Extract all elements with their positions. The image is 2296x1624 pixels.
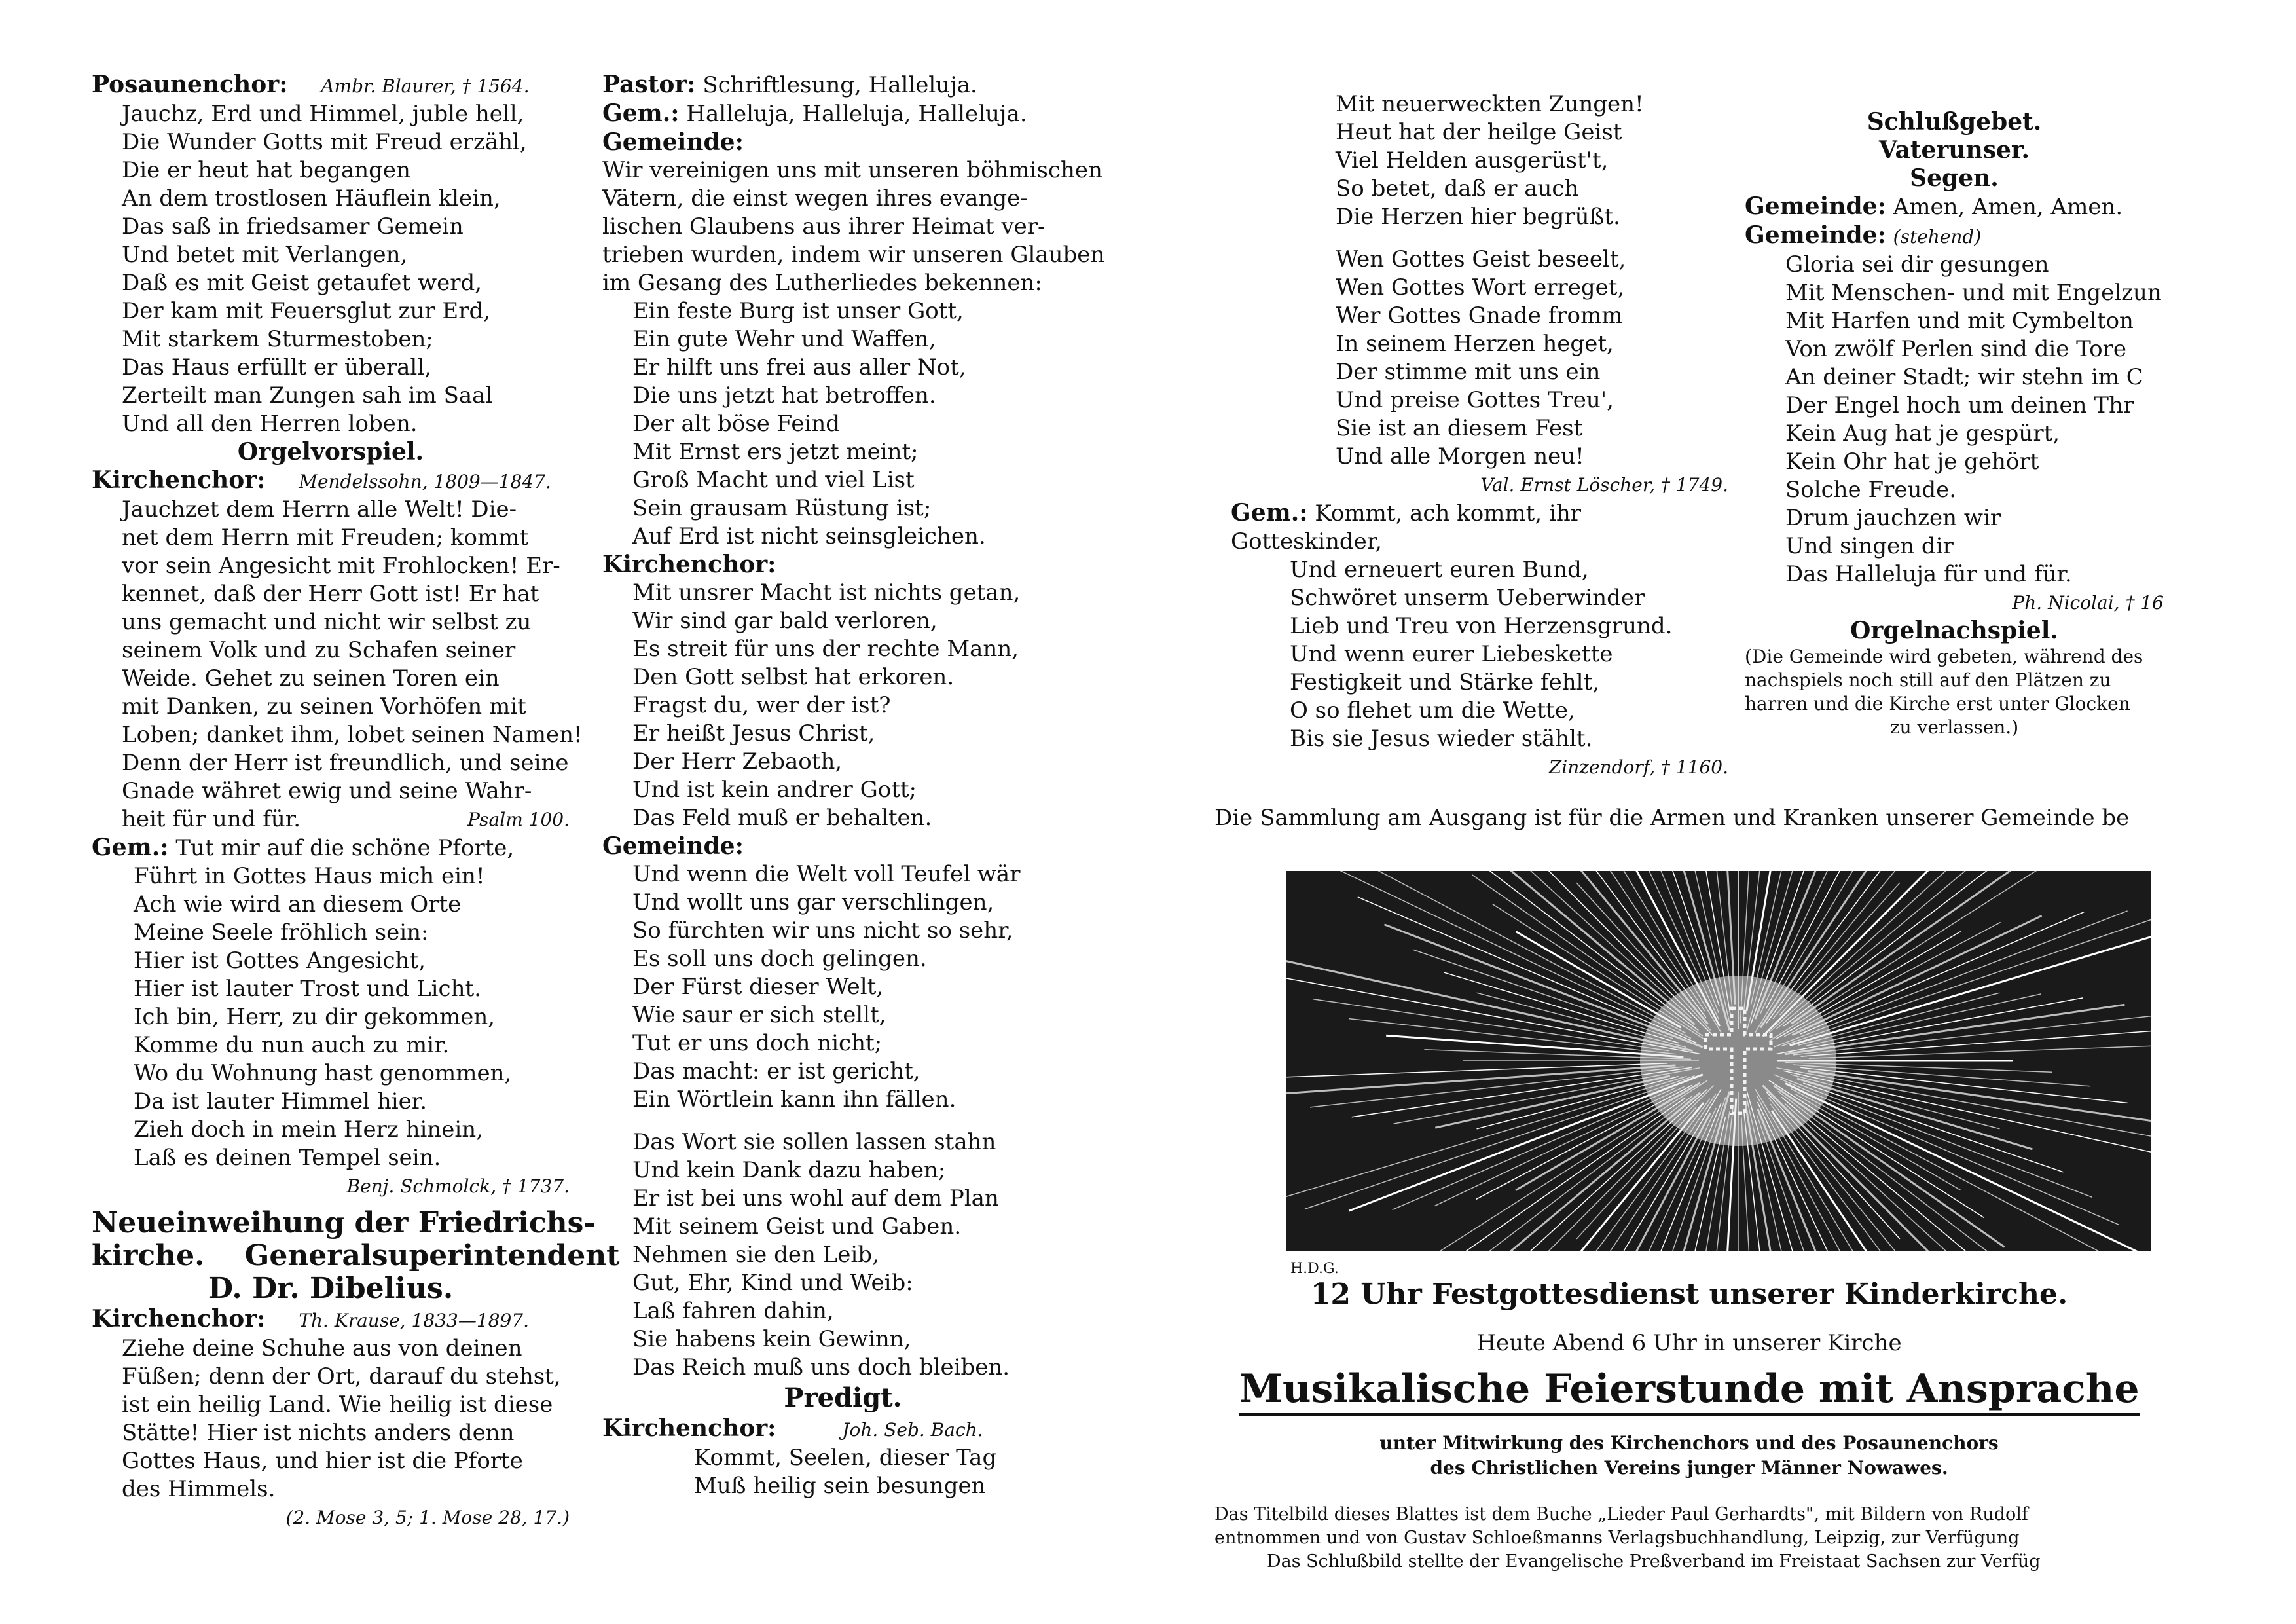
section-heading: Vaterunser.: [1878, 136, 2030, 164]
feierstunde-title-text: Musikalische Feierstunde mit Ansprache: [1239, 1366, 2139, 1416]
verse-line: Und ist kein andrer Gott;: [632, 777, 917, 803]
speaker-label: Kirchenchor:: [602, 1414, 776, 1442]
verse-line: Er heißt Jesus Christ,: [632, 720, 875, 747]
note-line: harren und die Kirche erst unter Glocken: [1745, 693, 2130, 714]
text-line: trieben wurden, indem wir unseren Glauben: [602, 242, 1105, 268]
heading-line: D. Dr. Dibelius.: [208, 1272, 454, 1305]
verse-line: Ein gute Wehr und Waffen,: [632, 326, 936, 352]
verse-line: Es soll uns doch gelingen.: [632, 946, 927, 972]
text-line: lischen Glaubens aus ihrer Heimat ver-: [602, 213, 1046, 240]
verse-line: Sein grausam Rüstung ist;: [632, 495, 932, 521]
festgottesdienst-heading: 12 Uhr Festgottesdienst unserer Kinderkirche.: [1310, 1278, 2068, 1311]
verse-line: Tut mir auf die schöne Pforte,: [175, 835, 515, 861]
attribution: Th. Krause, 1833—1897.: [299, 1310, 529, 1331]
speaker-label: Gem.:: [92, 834, 169, 861]
note-line: des Christlichen Vereins junger Männer Nowawes.: [1430, 1457, 1948, 1479]
note-line: zu verlassen.): [1889, 716, 2019, 738]
verse-line: Gloria sei dir gesungen: [1785, 251, 2049, 278]
gem-block: [1231, 499, 1728, 556]
hymn-stanza: [1231, 90, 1728, 471]
verse-line: Der Fürst dieser Welt,: [632, 974, 884, 1000]
illustrator-signature: H.D.G.: [1290, 1261, 1339, 1277]
cross-illustration: [1286, 871, 2151, 1277]
speaker-label: Gemeinde:: [602, 128, 744, 156]
verse-line: Daß es mit Geist getaufet werd,: [122, 270, 483, 296]
attribution: Benj. Schmolck, † 1737.: [346, 1175, 570, 1197]
gem-text: Halleluja, Halleluja, Halleluja.: [686, 101, 1027, 127]
section-heading: Orgelnachspiel.: [1850, 617, 2058, 644]
speaker-label: Pastor:: [602, 71, 696, 98]
section-heading: Schlußgebet.: [1867, 108, 2042, 136]
text-line: Jauchzet dem Herrn alle Welt! Die-: [122, 496, 517, 523]
section-heading: Orgelvorspiel.: [237, 438, 424, 466]
verse-line: Zieh doch in mein Herz hinein,: [134, 1116, 483, 1143]
verse-line: Der alt böse Feind: [632, 411, 841, 437]
credit-line: Das Schlußbild stellte der Evangelische Preßverband im Freistaat Sachsen zur Verfüg: [1267, 1551, 2041, 1572]
verse-line: Führt in Gottes Haus mich ein!: [134, 863, 485, 889]
verse-line: Laß es deinen Tempel sein.: [134, 1145, 441, 1171]
verse-line: Hier ist lauter Trost und Licht.: [134, 976, 481, 1002]
verse-line: Mit Menschen- und mit Engelzun: [1785, 280, 2162, 306]
attribution: Val. Ernst Löscher, † 1749.: [1480, 474, 1728, 496]
verse-line: Mit starkem Sturmestoben;: [122, 326, 433, 352]
credit-line: Das Titelbild dieses Blattes ist dem Buche „Lieder Paul Gerhardts", mit Bildern von Rudolf: [1214, 1504, 2028, 1524]
text-line: Weide. Gehet zu seinen Toren ein: [122, 665, 500, 692]
text-line: vor sein Angesicht mit Frohlocken! Er-: [122, 553, 560, 579]
verse-line: Wen Gottes Wort erreget,: [1336, 274, 1625, 301]
verse-line: Den Gott selbst hat erkoren.: [632, 664, 955, 690]
verse-line: Und singen dir: [1785, 533, 1954, 559]
kirchenchor-header: [92, 466, 570, 496]
radiant-cross-image: [1286, 871, 2151, 1251]
attribution: Ambr. Blaurer, † 1564.: [321, 75, 530, 97]
attribution: Zinzendorf, † 1160.: [1548, 756, 1728, 778]
verse-line: Die Herzen hier begrüßt.: [1336, 204, 1620, 230]
verse-line: Jauchz, Erd und Himmel, juble hell,: [122, 101, 524, 127]
mitwirkung-notice: [1214, 1431, 2164, 1481]
verse-line: Fragst du, wer der ist?: [632, 692, 891, 718]
posaunenchor-header: [92, 71, 570, 100]
gloria-header: [1745, 221, 2164, 251]
speaker-label: Posaunenchor:: [92, 71, 288, 98]
note-line: (Die Gemeinde wird gebeten, während des: [1745, 646, 2143, 667]
verse-line: Mit seinem Geist und Gaben.: [632, 1213, 962, 1240]
column-2: [602, 0, 1105, 1500]
verse-line: An dem trostlosen Häuflein klein,: [122, 185, 501, 212]
attribution: Mendelssohn, 1809—1847.: [299, 471, 551, 492]
text-line: Ziehe deine Schuhe aus von deinen: [122, 1335, 522, 1361]
speaker-label: Gem.:: [602, 100, 680, 127]
verse-line: O so flehet um die Wette,: [1290, 697, 1575, 724]
verse-line: Wer Gottes Gnade fromm: [1336, 303, 1623, 329]
stanza-gap: [1336, 231, 1728, 246]
verse-line: Das Feld muß er behalten.: [632, 805, 932, 831]
verse-line: Festigkeit und Stärke fehlt,: [1290, 669, 1599, 695]
section-heading: Predigt.: [784, 1382, 902, 1413]
text-line: Gottes Haus, und hier ist die Pforte: [122, 1448, 523, 1474]
amen-line: [1745, 193, 2164, 221]
verse-line: Lieb und Treu von Herzensgrund.: [1290, 613, 1673, 639]
verse-line: Und wenn die Welt voll Teufel wär: [632, 861, 1021, 887]
speaker-label: Gem.:: [1231, 499, 1308, 526]
hymn-stanza: [602, 297, 1084, 551]
verse-line: Heut hat der heilge Geist: [1336, 119, 1622, 145]
text-line: mit Danken, zu seinen Vorhöfen mit: [122, 693, 526, 720]
verse-line: Zerteilt man Zungen sah im Saal: [122, 382, 493, 409]
verse-line: Das Wort sie sollen lassen stahn: [632, 1129, 996, 1155]
verse-line: Schwöret unserm Ueberwinder: [1290, 585, 1645, 611]
verse-line: Wo du Wohnung hast genommen,: [134, 1060, 512, 1086]
verse-line: Er ist bei uns wohl auf dem Plan: [632, 1185, 999, 1211]
light-glow: [1640, 976, 1836, 1146]
text-line: des Himmels.: [122, 1476, 276, 1502]
verse-line: Mit Ernst ers jetzt meint;: [632, 439, 919, 465]
verse-line: Der stimme mit uns ein: [1336, 359, 1601, 385]
verse-line: Die er heut hat begangen: [122, 157, 410, 183]
text-line: uns gemacht und nicht wir selbst zu: [122, 609, 532, 635]
verse-line: Das Haus erfüllt er überall,: [122, 354, 431, 380]
verse-line: In seinem Herzen heget,: [1336, 331, 1614, 357]
column-4: [1745, 0, 2164, 739]
verse-line: Sie habens kein Gewinn,: [632, 1326, 911, 1352]
verse-line: Viel Helden ausgerüst't,: [1336, 147, 1609, 174]
verse-line: So betet, daß er auch: [1336, 175, 1579, 202]
verse-line: Und betet mit Verlangen,: [122, 242, 408, 268]
text-line: Vätern, die einst wegen ihres evange-: [602, 185, 1028, 212]
verse-line: Bis sie Jesus wieder stählt.: [1290, 726, 1593, 752]
verse-line: Der Engel hoch um deinen Thr: [1785, 392, 2134, 418]
verse-line: Gut, Ehr, Kind und Weib:: [632, 1270, 913, 1296]
closing-note: [1745, 645, 2164, 739]
psalm-last-line: [122, 805, 570, 834]
verse-line: Und preise Gottes Treu',: [1336, 387, 1614, 413]
verse-line: Tut er uns doch nicht;: [632, 1030, 883, 1056]
section-heading: Segen.: [1910, 164, 1999, 192]
verse-line: Die Wunder Gotts mit Freud erzähl,: [122, 129, 527, 155]
text-line: im Gesang des Lutherliedes bekennen:: [602, 270, 1042, 296]
verse-line: Er hilft uns frei aus aller Not,: [632, 354, 966, 380]
text-line: Füßen; denn der Ort, darauf du stehst,: [122, 1363, 561, 1390]
verse-line: Ach wie wird an diesem Orte: [134, 891, 462, 917]
text-line: Denn der Herr ist freundlich, und seine: [122, 750, 569, 776]
text-line: kennet, daß der Herr Gott ist! Er hat: [122, 581, 539, 607]
speaker-label: Gemeinde:: [1745, 221, 1886, 249]
verse-line: Mit neuerweckten Zungen!: [1336, 91, 1644, 117]
gem-line: [602, 100, 1084, 128]
verse-line: Ein feste Burg ist unser Gott,: [632, 298, 964, 324]
heading-line: kirche. Generalsuperintendent: [92, 1239, 620, 1272]
verse-line: Drum jauchzen wir: [1785, 505, 2001, 531]
verse-line: Hier ist Gottes Angesicht,: [134, 948, 426, 974]
verse-line: An deiner Stadt; wir stehn im C: [1785, 364, 2143, 390]
verse-line: Auf Erd ist nicht seinsgleichen.: [632, 523, 986, 549]
verse-line: Sie ist an diesem Fest: [1336, 415, 1583, 441]
dedication-heading: [92, 1206, 620, 1305]
verse-line: Das Reich muß uns doch bleiben.: [632, 1354, 1010, 1380]
verse-line: Mit Harfen und mit Cymbelton: [1785, 308, 2134, 334]
verse-line: Wen Gottes Geist beseelt,: [1336, 246, 1626, 272]
speaker-label: Kirchenchor:: [92, 466, 266, 494]
hymn-stanza: [1231, 556, 1728, 753]
heading-line: Neueinweihung der Friedrichs-: [92, 1206, 596, 1240]
verse-line: Die uns jetzt hat betroffen.: [632, 382, 936, 409]
verse-line: Ich bin, Herr, zu dir gekommen,: [134, 1004, 496, 1030]
verse-line: Kommt, ach kommt, ihr Gotteskinder,: [1231, 500, 1581, 555]
verse-line: Von zwölf Perlen sind die Tore: [1785, 336, 2127, 362]
feierstunde-title: [1214, 1365, 2164, 1412]
column-1: [92, 0, 620, 1532]
note-line: nachspiels noch still auf den Plätzen zu: [1745, 669, 2111, 691]
evening-announcement: Heute Abend 6 Uhr in unserer Kirche: [1476, 1330, 1902, 1356]
verse-line: Es streit für uns der rechte Mann,: [632, 636, 1019, 662]
text-line: Wir vereinigen uns mit unseren böhmischen: [602, 157, 1102, 183]
hymn-stanza: [602, 1444, 1084, 1500]
hymn-stanza: [92, 100, 570, 438]
verse-line: Laß fahren dahin,: [632, 1298, 834, 1324]
verse-line: Wie saur er sich stellt,: [632, 1002, 886, 1028]
verse-line: Kein Ohr hat je gehört: [1785, 449, 2039, 475]
text-line: Stätte! Hier ist nichts anders denn: [122, 1420, 515, 1446]
verse-line: Und kein Dank dazu haben;: [632, 1157, 946, 1183]
speaker-label: Gemeinde:: [602, 832, 744, 860]
credit-line: entnommen und von Gustav Schloeßmanns Verlagsbuchhandlung, Leipzig, zur Verfügung: [1214, 1528, 2020, 1548]
text-line: Gnade währet ewig und seine Wahr-: [122, 778, 532, 804]
kirchenchor2-header: [92, 1305, 570, 1335]
text-line: seinem Volk und zu Schafen seiner: [122, 637, 516, 663]
kirchenchor2-header: [602, 1414, 1084, 1444]
hymn-stanza: [92, 862, 570, 1172]
verse-line: Der Herr Zebaoth,: [632, 748, 843, 775]
verse-line: Wir sind gar bald verloren,: [632, 608, 938, 634]
verse-line: Mit unsrer Macht ist nichts getan,: [632, 580, 1021, 606]
speaker-label: Kirchenchor:: [92, 1305, 266, 1333]
exodus-text: [92, 1335, 570, 1504]
verse-line: Und all den Herren loben.: [122, 411, 418, 437]
verse-line: Kein Aug hat je gespürt,: [1785, 420, 2060, 447]
speaker-label: Gemeinde:: [1745, 193, 1886, 220]
verse-line: Da ist lauter Himmel hier.: [134, 1088, 428, 1115]
verse-line: Solche Freude.: [1785, 477, 1957, 503]
verse-line: Meine Seele fröhlich sein:: [134, 919, 429, 946]
image-credits: [1214, 1503, 2164, 1574]
text-line: heit für und für.: [122, 806, 301, 832]
verse-line: Der kam mit Feuersglut zur Erd,: [122, 298, 491, 324]
attribution: Joh. Seb. Bach.: [842, 1419, 983, 1441]
pastor-line: [602, 71, 1084, 100]
verse-line: Muß heilig sein besungen: [694, 1473, 986, 1499]
verse-line: Komme du nun auch zu mir.: [134, 1032, 450, 1058]
stehend-note: (stehend): [1893, 226, 1982, 248]
column-3: [1231, 0, 1728, 781]
psalm-reference: Psalm 100.: [467, 809, 570, 830]
verse-line: Nehmen sie den Leib,: [632, 1242, 879, 1268]
text-line: net dem Herrn mit Freuden; kommt: [122, 525, 529, 551]
stanza-gap: [632, 1114, 1084, 1128]
note-line: unter Mitwirkung des Kirchenchors und des Posaunenchors: [1379, 1432, 1999, 1454]
gem-block: [92, 834, 570, 862]
verse-line: Groß Macht und viel List: [632, 467, 915, 493]
hymn-stanza: [1745, 251, 2164, 589]
collection-notice: Die Sammlung am Ausgang ist für die Armen und Kranken unserer Gemeinde be: [1214, 805, 2130, 831]
verse-line: Und alle Morgen neu!: [1336, 443, 1584, 470]
hymn-stanza: [602, 579, 1084, 832]
verse-line: Das Halleluja für und für.: [1785, 561, 2072, 587]
speaker-label: Kirchenchor:: [602, 551, 776, 578]
verse-line: Und wenn eurer Liebeskette: [1290, 641, 1613, 667]
pastor-text: Schriftlesung, Halleluja.: [702, 72, 977, 98]
amen-text: Amen, Amen, Amen.: [1893, 194, 2123, 220]
scripture-reference: (2. Mose 3, 5; 1. Mose 28, 17.): [285, 1507, 570, 1528]
text-line: Loben; danket ihm, lobet seinen Namen!: [122, 722, 583, 748]
attribution: Ph. Nicolai, † 16: [2012, 592, 2164, 614]
verse-line: Und erneuert euren Bund,: [1290, 557, 1589, 583]
verse-line: Ein Wörtlein kann ihn fällen.: [632, 1086, 957, 1113]
verse-line: Kommt, Seelen, dieser Tag: [694, 1445, 997, 1471]
psalm-text: [92, 496, 583, 834]
verse-line: Und wollt uns gar verschlingen,: [632, 889, 994, 915]
intro-text: [602, 157, 1105, 297]
verse-line: Das macht: er ist gericht,: [632, 1058, 920, 1084]
verse-line: Das saß in friedsamer Gemein: [122, 213, 464, 240]
hymn-stanza: [602, 860, 1084, 1382]
text-line: ist ein heilig Land. Wie heilig ist diese: [122, 1392, 553, 1418]
verse-line: So fürchten wir uns nicht so sehr,: [632, 917, 1013, 944]
